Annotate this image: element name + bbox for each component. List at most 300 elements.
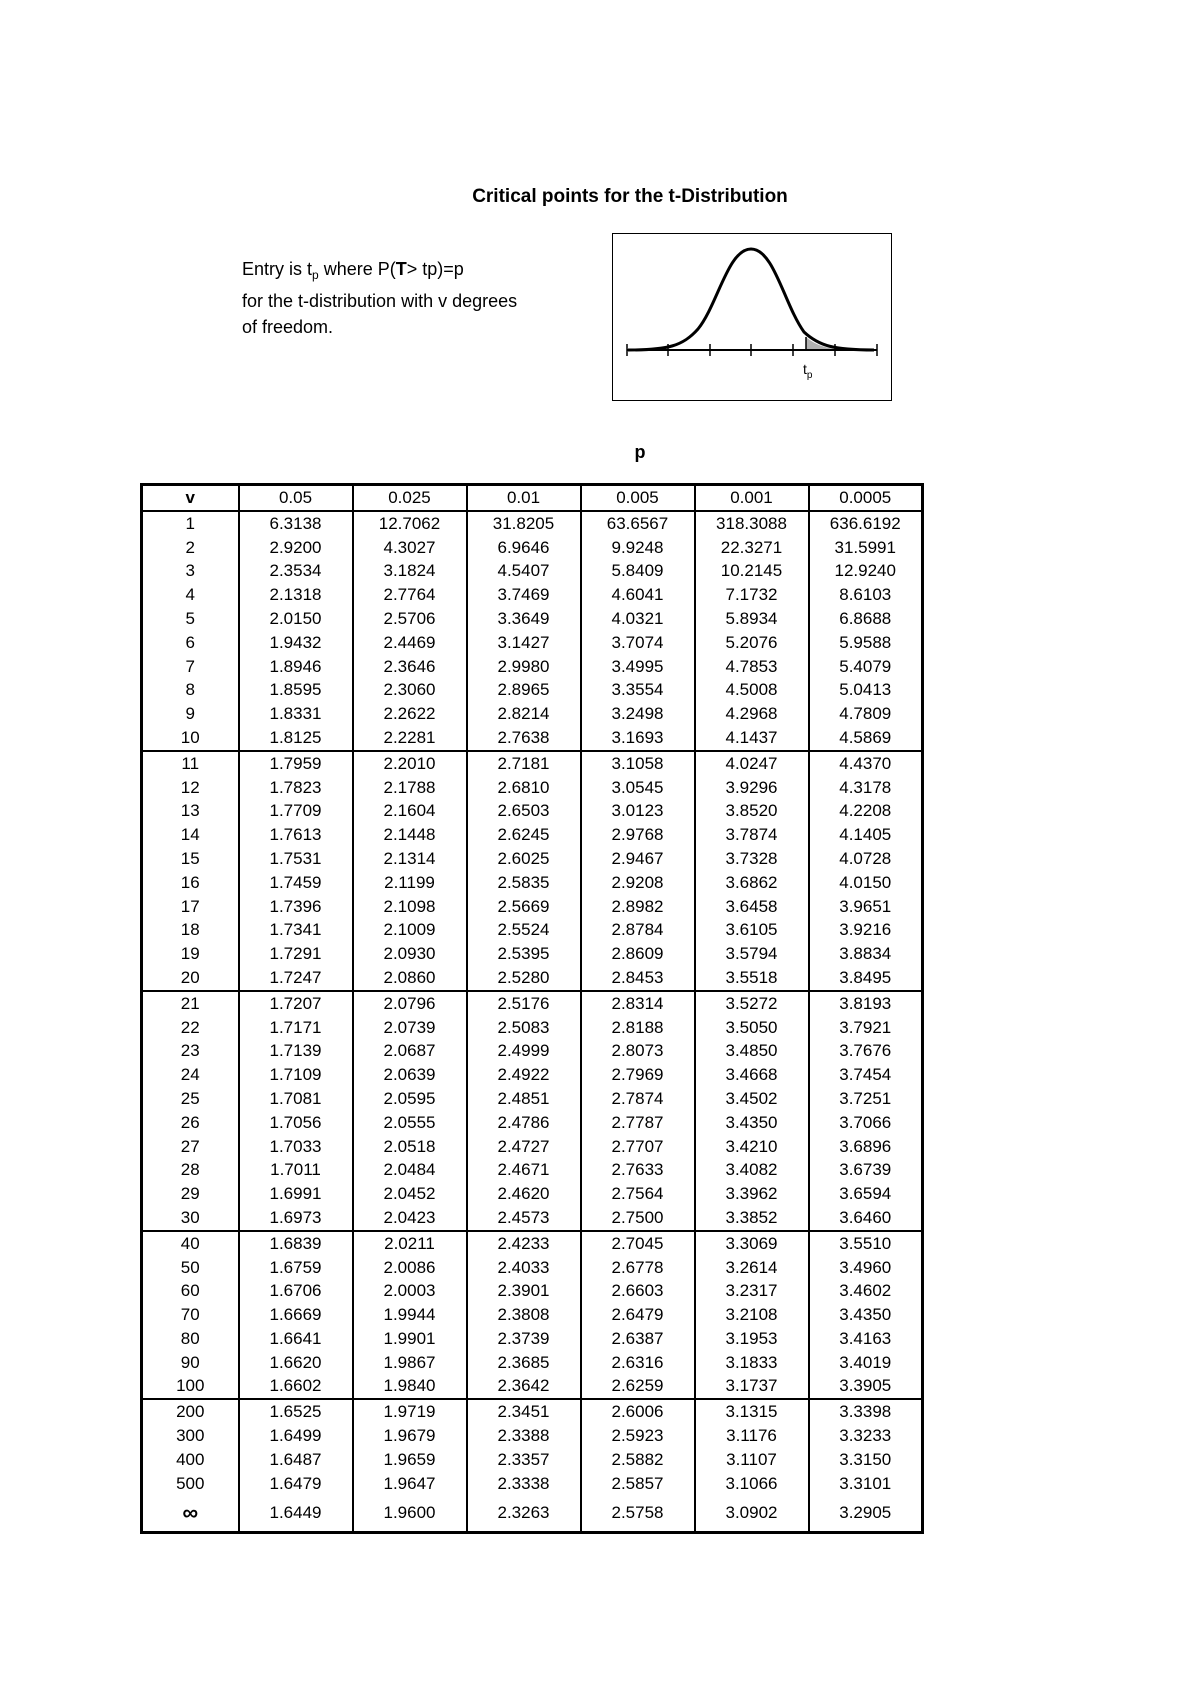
value-cell: 3.8834 [809, 942, 923, 966]
value-cell: 2.9768 [581, 823, 695, 847]
p-column-label: p [634, 442, 646, 462]
value-cell: 3.6739 [809, 1158, 923, 1182]
value-cell: 8.6103 [809, 583, 923, 607]
value-cell: 5.8934 [695, 607, 809, 631]
value-cell: 2.4999 [467, 1039, 581, 1063]
value-cell: 2.7633 [581, 1158, 695, 1182]
value-cell: 2.4851 [467, 1087, 581, 1111]
table-row [142, 966, 923, 991]
value-cell: 7.1732 [695, 583, 809, 607]
value-cell: 2.4233 [467, 1231, 581, 1256]
value-cell: 1.7291 [239, 942, 353, 966]
header-p-3: 0.01 [467, 485, 581, 511]
value-cell: 1.6487 [239, 1448, 353, 1472]
value-cell: 1.7139 [239, 1039, 353, 1063]
df-cell: 30 [142, 1206, 239, 1231]
df-cell: 6 [142, 631, 239, 655]
value-cell: 4.0247 [695, 751, 809, 776]
value-cell: 6.8688 [809, 607, 923, 631]
df-cell: 15 [142, 847, 239, 871]
value-cell: 2.4620 [467, 1182, 581, 1206]
table-row [142, 799, 923, 823]
value-cell: 3.4350 [809, 1303, 923, 1327]
table-row [142, 583, 923, 607]
value-cell: 1.7247 [239, 966, 353, 991]
value-cell: 3.7328 [695, 847, 809, 871]
value-cell: 1.8946 [239, 655, 353, 679]
value-cell: 2.0003 [353, 1279, 467, 1303]
desc-subscript: p [312, 268, 319, 282]
table-row [142, 1158, 923, 1182]
value-cell: 3.7066 [809, 1111, 923, 1135]
value-cell: 10.2145 [695, 559, 809, 583]
value-cell: 3.4850 [695, 1039, 809, 1063]
value-cell: 2.8982 [581, 895, 695, 919]
value-cell: 3.4995 [581, 655, 695, 679]
value-cell: 1.6602 [239, 1374, 353, 1399]
df-cell: 21 [142, 991, 239, 1016]
value-cell: 3.9651 [809, 895, 923, 919]
value-cell: 3.4668 [695, 1063, 809, 1087]
header-p-1: 0.05 [239, 485, 353, 511]
description [242, 256, 517, 340]
value-cell: 3.2905 [809, 1495, 923, 1533]
description-line-3: of freedom. [242, 317, 334, 337]
value-cell: 3.1315 [695, 1399, 809, 1424]
table-row [142, 1495, 923, 1533]
value-cell: 318.3088 [695, 511, 809, 536]
value-cell: 3.5794 [695, 942, 809, 966]
value-cell: 1.9867 [353, 1351, 467, 1375]
value-cell: 12.9240 [809, 559, 923, 583]
value-cell: 4.0150 [809, 871, 923, 895]
value-cell: 3.4019 [809, 1351, 923, 1375]
value-cell: 3.8193 [809, 991, 923, 1016]
value-cell: 4.5869 [809, 726, 923, 751]
value-cell: 4.4370 [809, 751, 923, 776]
table-row [142, 1279, 923, 1303]
header-row [142, 485, 923, 511]
value-cell: 4.6041 [581, 583, 695, 607]
value-cell: 2.2010 [353, 751, 467, 776]
value-cell: 2.1788 [353, 776, 467, 800]
table-row [142, 751, 923, 776]
value-cell: 2.6603 [581, 1279, 695, 1303]
value-cell: 9.9248 [581, 536, 695, 560]
table-row [142, 1472, 923, 1496]
t-distribution-curve [613, 234, 891, 400]
header-df: v [142, 485, 239, 511]
value-cell: 1.6525 [239, 1399, 353, 1424]
value-cell: 4.2968 [695, 702, 809, 726]
value-cell: 3.2108 [695, 1303, 809, 1327]
df-cell: 80 [142, 1327, 239, 1351]
value-cell: 2.3060 [353, 678, 467, 702]
value-cell: 2.7707 [581, 1135, 695, 1159]
df-cell: 300 [142, 1424, 239, 1448]
value-cell: 5.9588 [809, 631, 923, 655]
value-cell: 3.1833 [695, 1351, 809, 1375]
value-cell: 2.5706 [353, 607, 467, 631]
value-cell: 2.0796 [353, 991, 467, 1016]
value-cell: 2.1098 [353, 895, 467, 919]
value-cell: 2.6316 [581, 1351, 695, 1375]
value-cell: 4.2208 [809, 799, 923, 823]
value-cell: 3.6458 [695, 895, 809, 919]
value-cell: 2.7787 [581, 1111, 695, 1135]
value-cell: 4.3027 [353, 536, 467, 560]
value-cell: 2.8784 [581, 918, 695, 942]
value-cell: 3.3101 [809, 1472, 923, 1496]
value-cell: 4.7809 [809, 702, 923, 726]
df-cell: 100 [142, 1374, 239, 1399]
value-cell: 2.6259 [581, 1374, 695, 1399]
value-cell: 1.7823 [239, 776, 353, 800]
table-row [142, 1206, 923, 1231]
table-row [142, 607, 923, 631]
value-cell: 2.8609 [581, 942, 695, 966]
value-cell: 2.0423 [353, 1206, 467, 1231]
value-cell: 3.6862 [695, 871, 809, 895]
value-cell: 2.3685 [467, 1351, 581, 1375]
value-cell: 3.5510 [809, 1231, 923, 1256]
value-cell: 3.4210 [695, 1135, 809, 1159]
value-cell: 3.7874 [695, 823, 809, 847]
value-cell: 2.8965 [467, 678, 581, 702]
value-cell: 3.4602 [809, 1279, 923, 1303]
value-cell: 3.8495 [809, 966, 923, 991]
value-cell: 2.8314 [581, 991, 695, 1016]
value-cell: 1.7081 [239, 1087, 353, 1111]
df-cell: 18 [142, 918, 239, 942]
value-cell: 3.6105 [695, 918, 809, 942]
value-cell: 1.9901 [353, 1327, 467, 1351]
value-cell: 1.6620 [239, 1351, 353, 1375]
value-cell: 2.3646 [353, 655, 467, 679]
value-cell: 2.0555 [353, 1111, 467, 1135]
value-cell: 2.2622 [353, 702, 467, 726]
value-cell: 3.8520 [695, 799, 809, 823]
desc-bold-t: T [395, 259, 407, 279]
value-cell: 4.7853 [695, 655, 809, 679]
value-cell: 2.1604 [353, 799, 467, 823]
value-cell: 2.5923 [581, 1424, 695, 1448]
value-cell: 2.7874 [581, 1087, 695, 1111]
df-cell: 16 [142, 871, 239, 895]
value-cell: 2.6810 [467, 776, 581, 800]
description-line-2: for the t-distribution with v degrees [242, 291, 518, 311]
df-cell: 13 [142, 799, 239, 823]
value-cell: 2.3739 [467, 1327, 581, 1351]
value-cell: 2.7638 [467, 726, 581, 751]
value-cell: 2.4786 [467, 1111, 581, 1135]
value-cell: 3.1066 [695, 1472, 809, 1496]
value-cell: 2.7969 [581, 1063, 695, 1087]
value-cell: 3.2317 [695, 1279, 809, 1303]
df-cell: 11 [142, 751, 239, 776]
value-cell: 2.5395 [467, 942, 581, 966]
value-cell: 3.9216 [809, 918, 923, 942]
value-cell: 1.6641 [239, 1327, 353, 1351]
value-cell: 3.1176 [695, 1424, 809, 1448]
value-cell: 3.1107 [695, 1448, 809, 1472]
df-cell: 7 [142, 655, 239, 679]
value-cell: 3.3398 [809, 1399, 923, 1424]
table-row [142, 918, 923, 942]
value-cell: 12.7062 [353, 511, 467, 536]
value-cell: 2.5176 [467, 991, 581, 1016]
value-cell: 2.3451 [467, 1399, 581, 1424]
value-cell: 1.7033 [239, 1135, 353, 1159]
value-cell: 2.8453 [581, 966, 695, 991]
df-cell: 500 [142, 1472, 239, 1496]
value-cell: 2.9980 [467, 655, 581, 679]
table-row [142, 1111, 923, 1135]
table-row [142, 1087, 923, 1111]
value-cell: 3.0545 [581, 776, 695, 800]
value-cell: 2.1009 [353, 918, 467, 942]
t-table [140, 483, 924, 1534]
value-cell: 3.4163 [809, 1327, 923, 1351]
df-cell: 90 [142, 1351, 239, 1375]
value-cell: 4.5008 [695, 678, 809, 702]
value-cell: 1.7709 [239, 799, 353, 823]
value-cell: 1.7459 [239, 871, 353, 895]
value-cell: 3.1058 [581, 751, 695, 776]
table-row [142, 847, 923, 871]
df-cell: 26 [142, 1111, 239, 1135]
table-row [142, 942, 923, 966]
value-cell: 1.6499 [239, 1424, 353, 1448]
df-cell: 19 [142, 942, 239, 966]
value-cell: 3.7921 [809, 1016, 923, 1040]
value-cell: 3.3554 [581, 678, 695, 702]
value-cell: 2.0595 [353, 1087, 467, 1111]
table-row [142, 655, 923, 679]
value-cell: 2.9467 [581, 847, 695, 871]
table-row [142, 1303, 923, 1327]
page-title: Critical points for the t-Distribution [472, 186, 788, 207]
value-cell: 1.9432 [239, 631, 353, 655]
df-cell: 8 [142, 678, 239, 702]
value-cell: 1.7171 [239, 1016, 353, 1040]
df-cell: 200 [142, 1399, 239, 1424]
table-row [142, 1182, 923, 1206]
df-cell: 1 [142, 511, 239, 536]
value-cell: 2.0930 [353, 942, 467, 966]
table-row [142, 559, 923, 583]
table-row [142, 678, 923, 702]
value-cell: 2.5524 [467, 918, 581, 942]
value-cell: 2.7564 [581, 1182, 695, 1206]
value-cell: 1.7109 [239, 1063, 353, 1087]
df-cell: 40 [142, 1231, 239, 1256]
table-row [142, 1399, 923, 1424]
value-cell: 3.7454 [809, 1063, 923, 1087]
table-row [142, 1448, 923, 1472]
value-cell: 2.5835 [467, 871, 581, 895]
df-cell: 2 [142, 536, 239, 560]
description-line-1 [242, 256, 517, 288]
value-cell: 3.4960 [809, 1256, 923, 1280]
value-cell: 3.3852 [695, 1206, 809, 1231]
value-cell: 2.7764 [353, 583, 467, 607]
value-cell: 1.6973 [239, 1206, 353, 1231]
value-cell: 3.7251 [809, 1087, 923, 1111]
value-cell: 2.4469 [353, 631, 467, 655]
table-row [142, 1256, 923, 1280]
value-cell: 2.0639 [353, 1063, 467, 1087]
value-cell: 3.4082 [695, 1158, 809, 1182]
value-cell: 3.5272 [695, 991, 809, 1016]
value-cell: 1.9659 [353, 1448, 467, 1472]
value-cell: 3.4502 [695, 1087, 809, 1111]
value-cell: 1.9840 [353, 1374, 467, 1399]
value-cell: 4.0321 [581, 607, 695, 631]
value-cell: 2.4671 [467, 1158, 581, 1182]
value-cell: 2.3263 [467, 1495, 581, 1533]
header-p-5: 0.001 [695, 485, 809, 511]
value-cell: 4.5407 [467, 559, 581, 583]
distribution-figure [612, 233, 892, 401]
value-cell: 2.3534 [239, 559, 353, 583]
value-cell: 2.5280 [467, 966, 581, 991]
value-cell: 4.1405 [809, 823, 923, 847]
table-row [142, 991, 923, 1016]
value-cell: 2.3642 [467, 1374, 581, 1399]
value-cell: 3.3069 [695, 1231, 809, 1256]
df-cell: 22 [142, 1016, 239, 1040]
value-cell: 1.7207 [239, 991, 353, 1016]
value-cell: 2.4033 [467, 1256, 581, 1280]
df-cell: 24 [142, 1063, 239, 1087]
value-cell: 2.8188 [581, 1016, 695, 1040]
header-p-4: 0.005 [581, 485, 695, 511]
value-cell: 2.9200 [239, 536, 353, 560]
table-row [142, 1374, 923, 1399]
value-cell: 3.7074 [581, 631, 695, 655]
df-cell: 3 [142, 559, 239, 583]
value-cell: 3.6594 [809, 1182, 923, 1206]
value-cell: 2.3357 [467, 1448, 581, 1472]
value-cell: 2.7045 [581, 1231, 695, 1256]
value-cell: 1.8595 [239, 678, 353, 702]
table-row [142, 776, 923, 800]
value-cell: 2.1314 [353, 847, 467, 871]
value-cell: 3.7469 [467, 583, 581, 607]
bell-curve [628, 249, 874, 350]
df-cell: 25 [142, 1087, 239, 1111]
df-cell: 27 [142, 1135, 239, 1159]
value-cell: 2.3901 [467, 1279, 581, 1303]
df-cell: 60 [142, 1279, 239, 1303]
value-cell: 2.1448 [353, 823, 467, 847]
value-cell: 1.6759 [239, 1256, 353, 1280]
value-cell: 3.6460 [809, 1206, 923, 1231]
value-cell: 2.0687 [353, 1039, 467, 1063]
value-cell: 2.5882 [581, 1448, 695, 1472]
df-cell: 29 [142, 1182, 239, 1206]
value-cell: 2.6025 [467, 847, 581, 871]
header-p-6: 0.0005 [809, 485, 923, 511]
table-row [142, 1424, 923, 1448]
value-cell: 2.0086 [353, 1256, 467, 1280]
df-cell: 50 [142, 1256, 239, 1280]
value-cell: 2.6245 [467, 823, 581, 847]
value-cell: 1.7056 [239, 1111, 353, 1135]
value-cell: 3.5050 [695, 1016, 809, 1040]
value-cell: 2.0452 [353, 1182, 467, 1206]
value-cell: 3.0902 [695, 1495, 809, 1533]
value-cell: 3.4350 [695, 1111, 809, 1135]
desc-text-b: where P( [318, 259, 396, 279]
value-cell: 5.0413 [809, 678, 923, 702]
value-cell: 1.7011 [239, 1158, 353, 1182]
table-row [142, 1351, 923, 1375]
df-cell: 4 [142, 583, 239, 607]
value-cell: 2.6778 [581, 1256, 695, 1280]
df-cell: 28 [142, 1158, 239, 1182]
value-cell: 1.7396 [239, 895, 353, 919]
table-row [142, 726, 923, 751]
value-cell: 2.8073 [581, 1039, 695, 1063]
tp-label: $t_p$ [803, 361, 813, 381]
value-cell: 1.8331 [239, 702, 353, 726]
value-cell: 2.0211 [353, 1231, 467, 1256]
value-cell: 2.6479 [581, 1303, 695, 1327]
value-cell: 1.6479 [239, 1472, 353, 1496]
value-cell: 1.8125 [239, 726, 353, 751]
value-cell: 3.0123 [581, 799, 695, 823]
value-cell: 1.9679 [353, 1424, 467, 1448]
value-cell: 2.3338 [467, 1472, 581, 1496]
table-row [142, 511, 923, 536]
value-cell: 1.7959 [239, 751, 353, 776]
df-cell: 9 [142, 702, 239, 726]
df-cell: 400 [142, 1448, 239, 1472]
value-cell: 1.6991 [239, 1182, 353, 1206]
value-cell: 1.7341 [239, 918, 353, 942]
df-cell: 12 [142, 776, 239, 800]
table-row [142, 1231, 923, 1256]
df-cell: 23 [142, 1039, 239, 1063]
value-cell: 3.7676 [809, 1039, 923, 1063]
desc-text-a: Entry is t [242, 259, 313, 279]
value-cell: 2.5083 [467, 1016, 581, 1040]
value-cell: 2.5857 [581, 1472, 695, 1496]
value-cell: 3.3649 [467, 607, 581, 631]
value-cell: 1.7531 [239, 847, 353, 871]
desc-text-c: > tp)=p [406, 259, 464, 279]
value-cell: 4.0728 [809, 847, 923, 871]
value-cell: 1.6706 [239, 1279, 353, 1303]
table-row [142, 823, 923, 847]
value-cell: 2.6503 [467, 799, 581, 823]
value-cell: 3.5518 [695, 966, 809, 991]
table-row [142, 1016, 923, 1040]
value-cell: 1.9944 [353, 1303, 467, 1327]
table-row [142, 631, 923, 655]
value-cell: 5.8409 [581, 559, 695, 583]
value-cell: 3.3962 [695, 1182, 809, 1206]
value-cell: 1.6449 [239, 1495, 353, 1533]
value-cell: 2.5669 [467, 895, 581, 919]
value-cell: 3.3233 [809, 1424, 923, 1448]
value-cell: 3.2614 [695, 1256, 809, 1280]
table-row [142, 1063, 923, 1087]
value-cell: 22.3271 [695, 536, 809, 560]
df-cell: 14 [142, 823, 239, 847]
